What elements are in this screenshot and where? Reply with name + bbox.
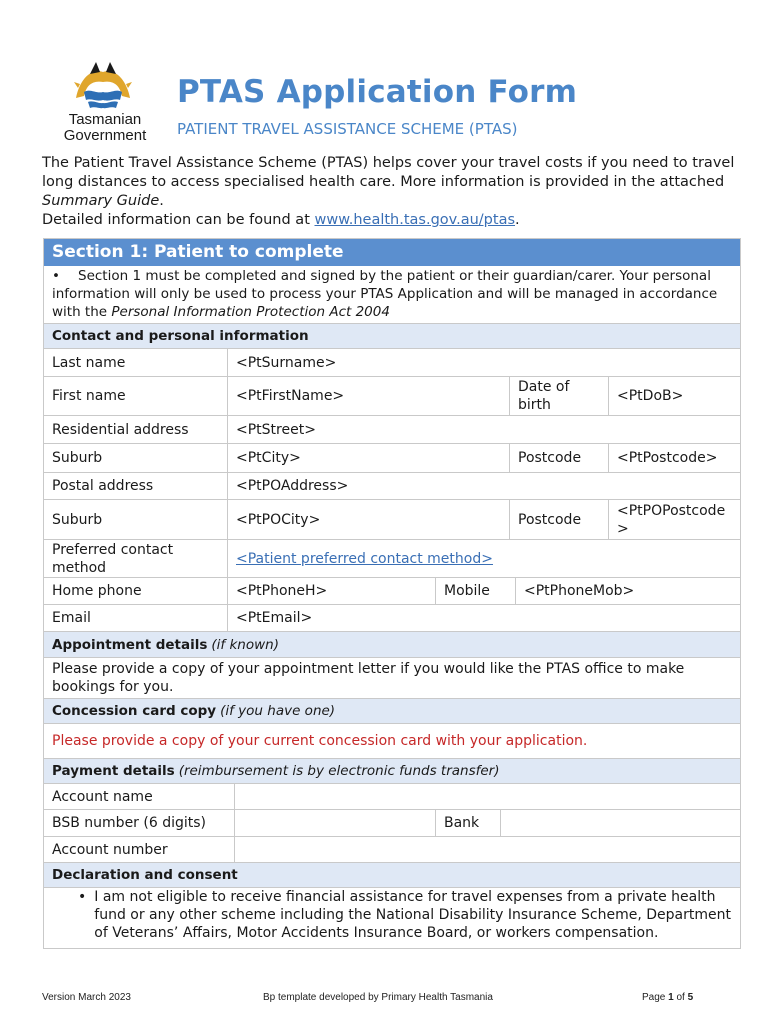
home-phone-field[interactable]: <PtPhoneH> — [227, 578, 435, 604]
appointment-heading-text: Appointment details — [52, 636, 208, 653]
page-of: of — [673, 992, 688, 1003]
bullet-icon: • — [52, 268, 60, 284]
page-current: 1 — [668, 992, 674, 1003]
preferred-contact-row — [44, 540, 740, 578]
page-total: 5 — [687, 992, 694, 1003]
intro-text-end: . — [159, 193, 164, 209]
tasmanian-government-logo — [44, 58, 162, 148]
page-subtitle: PATIENT TRAVEL ASSISTANCE SCHEME (PTAS) — [177, 120, 518, 138]
last-name-label: Last name — [52, 354, 126, 371]
postal-address-row — [44, 473, 740, 500]
suburb-field[interactable]: <PtCity> — [227, 444, 509, 472]
intro-paragraph — [42, 154, 742, 230]
postal-address-field[interactable]: <PtPOAddress> — [227, 473, 740, 499]
payment-heading — [44, 759, 740, 784]
postal-suburb-field[interactable]: <PtPOCity> — [227, 500, 509, 539]
postal-postcode-field[interactable]: <PtPOPostcode> — [608, 500, 740, 539]
postal-suburb-row — [44, 500, 740, 540]
page-title: PTAS Application Form — [177, 74, 578, 110]
preferred-contact-dropdown[interactable]: <Patient preferred contact method> — [227, 540, 740, 577]
suburb-label: Suburb — [52, 450, 103, 466]
email-label: Email — [52, 610, 91, 626]
first-name-row — [44, 377, 740, 416]
first-name-field[interactable]: <PtFirstName> — [227, 377, 509, 415]
last-name-field[interactable]: <PtSurname> — [227, 349, 740, 376]
bank-label: Bank — [435, 810, 500, 836]
appointment-instructions: Please provide a copy of your appointment letter if you would like the PTAS office to make bookings for you. — [44, 658, 740, 699]
home-phone-label: Home phone — [52, 583, 142, 599]
payment-heading-text: Payment details — [52, 763, 175, 779]
bsb-label: BSB number (6 digits) — [52, 815, 207, 831]
account-name-label: Account name — [52, 788, 153, 805]
mobile-field[interactable]: <PtPhoneMob> — [515, 578, 740, 604]
account-name-field[interactable] — [234, 784, 740, 809]
postcode-label: Postcode — [509, 444, 608, 472]
intro-detail-text: Detailed information can be found at — [42, 212, 315, 228]
section-instructions — [44, 266, 740, 324]
dob-label: Date of birth — [509, 377, 608, 415]
concession-heading-note: (if you have one) — [220, 703, 336, 719]
phone-row — [44, 578, 740, 605]
payment-heading-note: (reimbursement is by electronic funds transfer) — [178, 763, 500, 779]
footer-page-number — [642, 992, 693, 1003]
postcode-field[interactable]: <PtPostcode> — [608, 444, 740, 472]
footer-template-credit: Bp template developed by Primary Health Tasmania — [263, 992, 493, 1003]
mobile-label: Mobile — [435, 578, 515, 604]
thylacine-emblem-icon — [70, 58, 136, 112]
last-name-row — [44, 349, 740, 377]
bank-field[interactable] — [500, 810, 740, 836]
contact-heading-text: Contact and personal information — [52, 328, 309, 344]
account-number-row — [44, 837, 740, 863]
page-prefix: Page — [642, 992, 669, 1003]
logo-text-line2: Government — [63, 127, 147, 144]
appointment-heading-note: (if known) — [211, 636, 279, 653]
preferred-contact-label: Preferred contact method — [52, 541, 174, 576]
email-field[interactable]: <PtEmail> — [227, 605, 740, 631]
residential-address-row — [44, 416, 740, 444]
declaration-bullet-icon: • — [78, 889, 87, 905]
act-name: Personal Information Protection Act 2004 — [111, 304, 390, 320]
contact-heading — [44, 324, 740, 349]
declaration-heading — [44, 863, 740, 888]
application-form-section1 — [43, 238, 741, 949]
postal-suburb-label: Suburb — [52, 511, 103, 528]
footer-version: Version March 2023 — [42, 992, 131, 1003]
bsb-field[interactable] — [234, 810, 435, 836]
logo-text-line1: Tasmanian — [68, 111, 142, 128]
account-name-row — [44, 784, 740, 810]
postal-address-label: Postal address — [52, 478, 154, 494]
account-number-label: Account number — [52, 841, 168, 858]
declaration-heading-text: Declaration and consent — [52, 867, 238, 883]
dob-field[interactable]: <PtDoB> — [608, 377, 740, 415]
declaration-item — [44, 888, 740, 948]
appointment-heading — [44, 632, 740, 658]
residential-address-field[interactable]: <PtStreet> — [227, 416, 740, 443]
postal-postcode-label: Postcode — [509, 500, 608, 539]
summary-guide-ref: Summary Guide — [42, 193, 160, 209]
instruction-text: Section 1 must be completed and signed by the patient or their guardian/carer. Your personal information will only be used to process your PTAS Application and will be managed in accordance with the — [52, 268, 718, 320]
residential-address-label: Residential address — [52, 421, 189, 438]
suburb-row — [44, 444, 740, 473]
bsb-row — [44, 810, 740, 837]
concession-heading-text: Concession card copy — [52, 703, 217, 719]
concession-heading — [44, 699, 740, 724]
concession-instructions: Please provide a copy of your current concession card with your application. — [44, 724, 740, 759]
account-number-field[interactable] — [234, 837, 740, 862]
ptas-website-link[interactable]: www.health.tas.gov.au/ptas — [314, 212, 516, 228]
section-heading: Section 1: Patient to complete — [44, 239, 740, 266]
intro-detail-end: . — [515, 212, 520, 228]
first-name-label: First name — [52, 388, 126, 404]
intro-text: The Patient Travel Assistance Scheme (PTAS) helps cover your travel costs if you need to travel long distances to access specialised health care. More information is provided in the attached — [42, 155, 735, 190]
email-row — [44, 605, 740, 632]
declaration-text: I am not eligible to receive financial assistance for travel expenses from a private health fund or any other scheme including the National Disability Insurance Scheme, Department of Veterans’ Affairs, Motor Accidents Insurance Board, or workers compensation. — [94, 889, 731, 941]
